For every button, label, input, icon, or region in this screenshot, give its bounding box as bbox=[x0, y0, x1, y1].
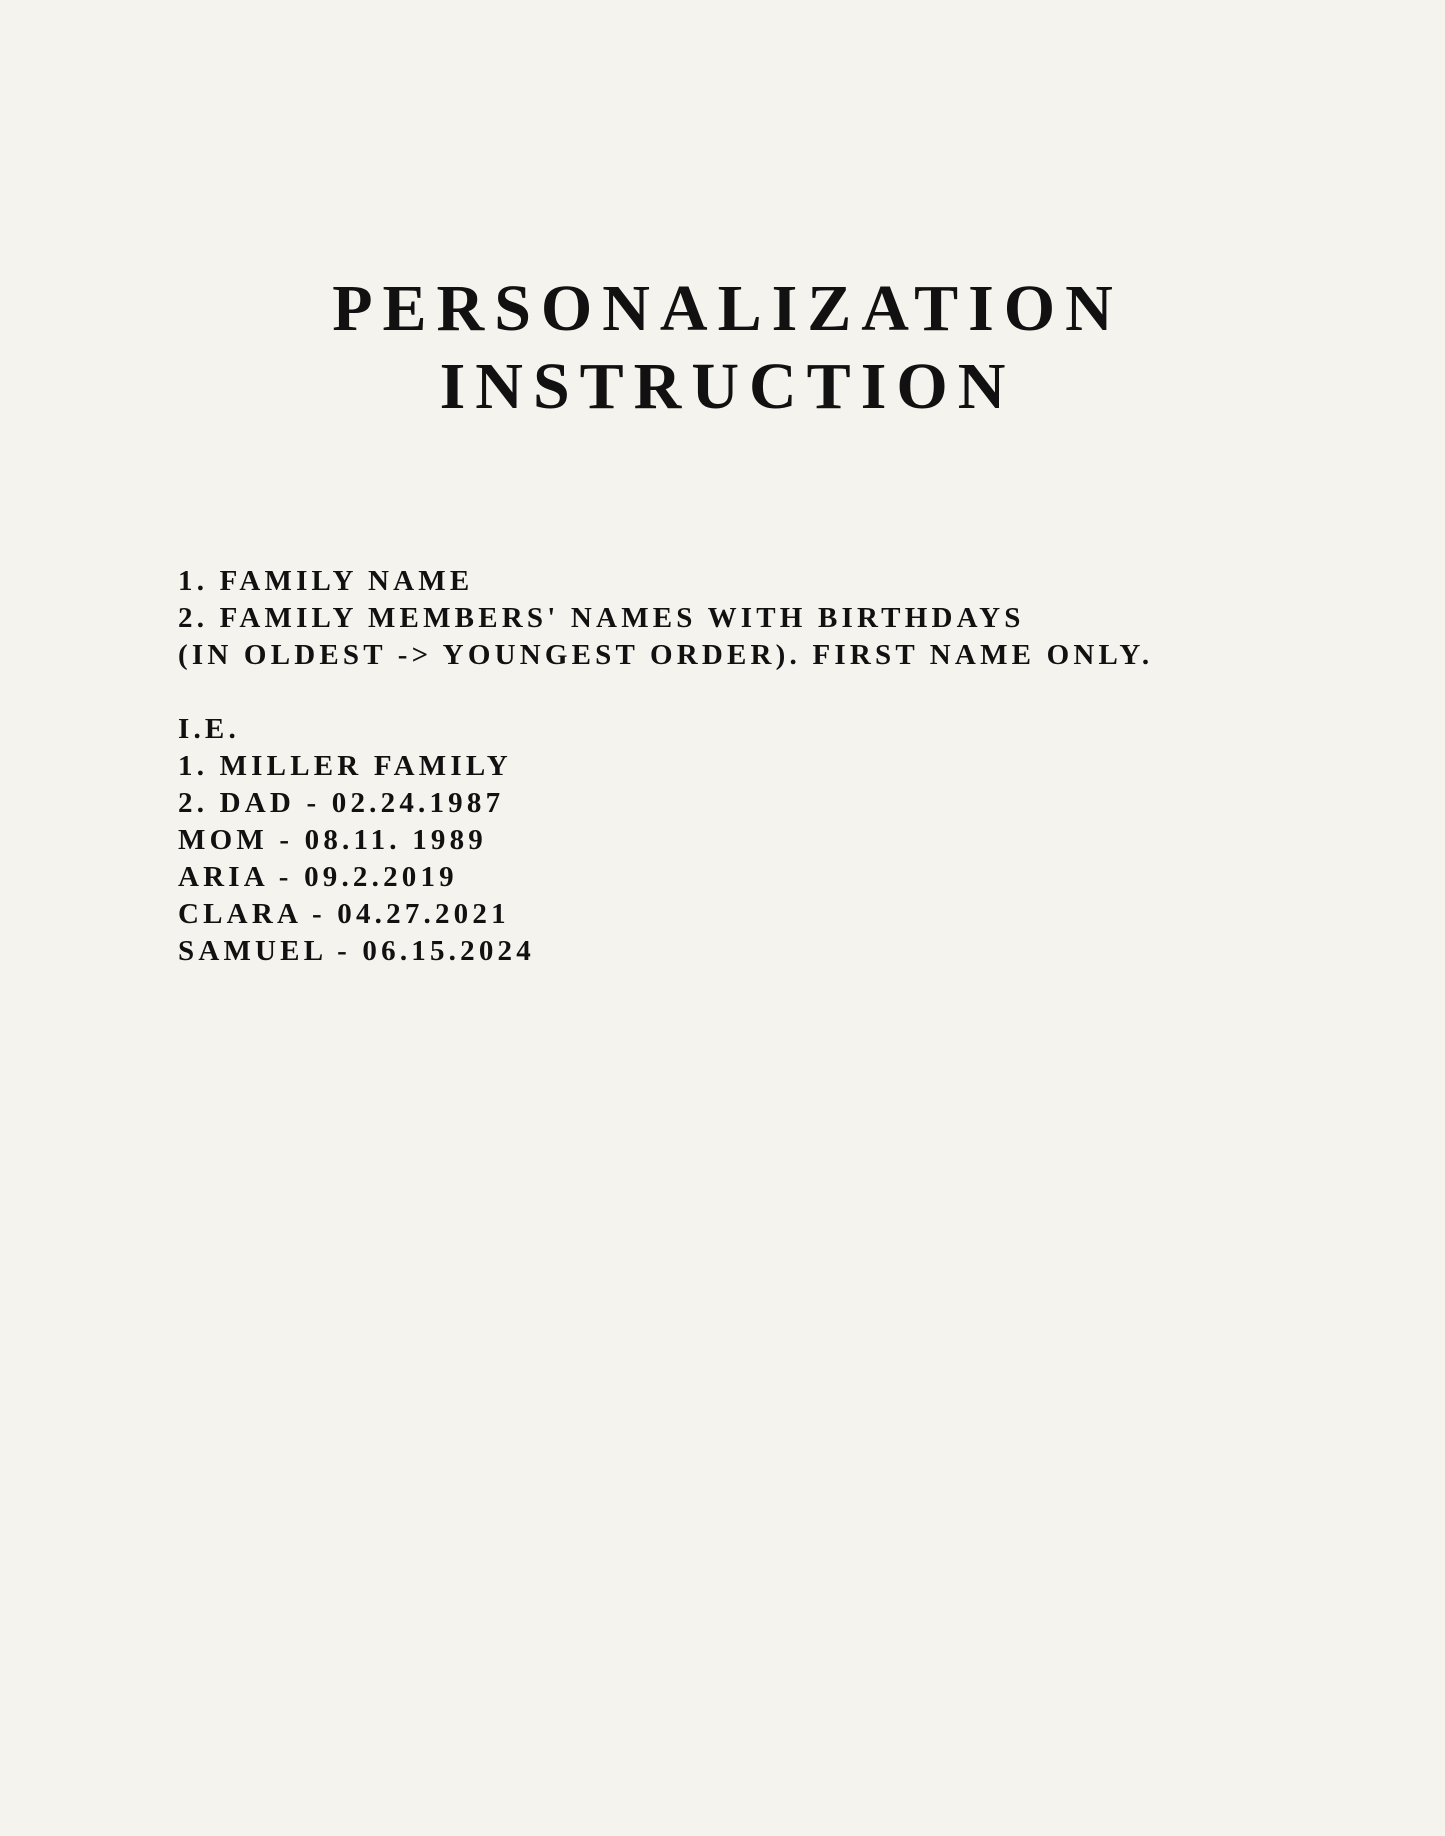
title-line-2: INSTRUCTION bbox=[439, 350, 1016, 423]
example-line: 1. MILLER FAMILY bbox=[178, 750, 512, 782]
instructions-block bbox=[178, 563, 1378, 970]
section-spacer bbox=[178, 674, 1378, 711]
instruction-item-family-name: 1. FAMILY NAME bbox=[178, 565, 474, 597]
title-line-1: PERSONALIZATION bbox=[332, 272, 1123, 345]
example-line: SAMUEL - 06.15.2024 bbox=[178, 935, 535, 967]
example-line: CLARA - 04.27.2021 bbox=[178, 898, 510, 930]
page-title bbox=[0, 270, 1445, 426]
instruction-item-order-note: (IN OLDEST -> YOUNGEST ORDER). FIRST NAME ONLY. bbox=[178, 639, 1154, 671]
example-line: 2. DAD - 02.24.1987 bbox=[178, 787, 505, 819]
example-line: MOM - 08.11. 1989 bbox=[178, 824, 488, 856]
example-line: ARIA - 09.2.2019 bbox=[178, 861, 458, 893]
instruction-item-members: 2. FAMILY MEMBERS' NAMES WITH BIRTHDAYS bbox=[178, 602, 1025, 634]
example-label: I.E. bbox=[178, 713, 240, 745]
